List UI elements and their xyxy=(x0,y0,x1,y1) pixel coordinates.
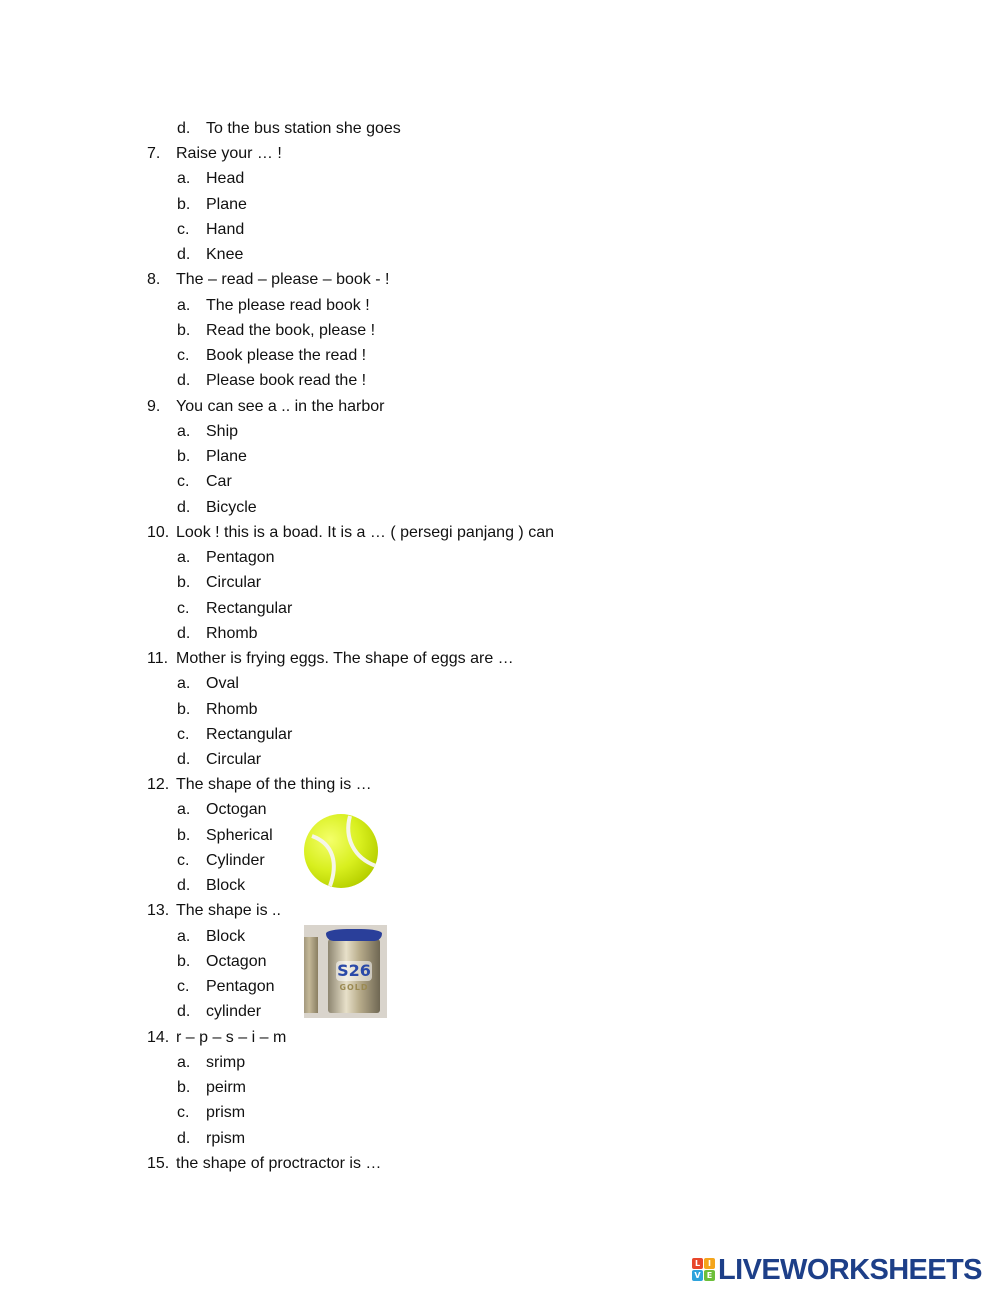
option-letter: a. xyxy=(177,1053,191,1071)
option-text: Ship xyxy=(206,422,239,440)
option-letter: c. xyxy=(177,599,190,617)
question-text: Raise your … ! xyxy=(176,145,282,163)
option-letter: c. xyxy=(177,220,190,238)
option-text: Head xyxy=(206,170,245,188)
option-text: prism xyxy=(206,1104,246,1122)
option-letter: b. xyxy=(177,448,191,466)
can-brand-label: S26 xyxy=(337,961,371,980)
option-text: Car xyxy=(206,473,232,491)
option-text: Rectangular xyxy=(206,599,293,617)
option-letter: b. xyxy=(177,952,191,970)
option-letter: b. xyxy=(177,574,191,592)
option-text: Spherical xyxy=(206,826,273,844)
logo-text: LIVEWORKSHEETS xyxy=(718,1254,982,1286)
option-text: Circular xyxy=(206,574,262,592)
question-text: The shape is .. xyxy=(176,902,281,920)
option-letter: d. xyxy=(177,1003,191,1021)
option-text: Knee xyxy=(206,246,244,264)
question-number: 7. xyxy=(147,145,161,163)
tennis-ball-image xyxy=(304,814,378,888)
option-text: Circular xyxy=(206,751,262,768)
option-letter: b. xyxy=(177,700,191,718)
option-letter: c. xyxy=(177,851,190,869)
option-letter: a. xyxy=(177,675,191,693)
option-text: Bicycle xyxy=(206,498,257,516)
option-letter: b. xyxy=(177,1079,191,1097)
option-letter: d. xyxy=(177,120,191,137)
question-number: 13. xyxy=(147,902,170,920)
option-text: srimp xyxy=(206,1053,246,1071)
option-text: rpism xyxy=(206,1129,246,1147)
question-text: You can see a .. in the harbor xyxy=(176,397,385,415)
question-number: 12. xyxy=(147,776,170,794)
option-text: Pentagon xyxy=(206,978,275,996)
option-letter: c. xyxy=(177,978,190,996)
option-text: Plane xyxy=(206,195,247,213)
question-text: r – p – s – i – m xyxy=(176,1028,287,1046)
option-text: Plane xyxy=(206,448,247,466)
question-number: 10. xyxy=(147,523,170,541)
option-letter: d. xyxy=(177,624,191,642)
option-letter: a. xyxy=(177,296,191,314)
option-text: peirm xyxy=(206,1079,247,1097)
option-letter: b. xyxy=(177,826,191,844)
option-text: Octogan xyxy=(206,801,267,819)
question-number: 9. xyxy=(147,397,161,415)
option-letter: b. xyxy=(177,321,191,339)
option-letter: c. xyxy=(177,725,190,743)
option-letter: d. xyxy=(177,877,191,895)
option-text: Read the book, please ! xyxy=(206,321,376,339)
option-text: Book please the read ! xyxy=(206,347,367,365)
milk-can-image xyxy=(304,925,387,1018)
option-letter: c. xyxy=(177,347,190,365)
question-text: the shape of proctractor is … xyxy=(176,1154,382,1172)
can-sub-label: GOLD xyxy=(339,983,369,992)
option-text: Rhomb xyxy=(206,624,258,642)
option-text: cylinder xyxy=(206,1003,262,1021)
option-text: Octagon xyxy=(206,952,267,970)
question-number: 8. xyxy=(147,271,161,289)
option-letter: a. xyxy=(177,801,191,819)
option-letter: a. xyxy=(177,170,191,188)
logo-mark-icon: L I V E xyxy=(692,1258,716,1282)
tennis-ball-seam xyxy=(304,814,378,888)
question-text: Look ! this is a boad. It is a … ( persegi panjang ) can xyxy=(176,523,554,541)
option-letter: b. xyxy=(177,195,191,213)
option-text: Hand xyxy=(206,220,245,238)
option-text: Block xyxy=(206,927,246,945)
question-number: 15. xyxy=(147,1154,170,1172)
option-letter: a. xyxy=(177,549,191,567)
option-text: The please read book ! xyxy=(206,296,370,314)
question-text: Mother is frying eggs. The shape of eggs are … xyxy=(176,650,514,668)
option-text: Rhomb xyxy=(206,700,258,718)
option-letter: d. xyxy=(177,372,191,390)
question-number: 11. xyxy=(147,650,169,668)
option-text: To the bus station she goes xyxy=(206,120,401,137)
option-text: Pentagon xyxy=(206,549,275,567)
question-text: The – read – please – book - ! xyxy=(176,271,390,289)
option-text: Rectangular xyxy=(206,725,293,743)
option-text: Cylinder xyxy=(206,851,265,869)
option-letter: d. xyxy=(177,751,191,768)
question-text: The shape of the thing is … xyxy=(176,776,372,794)
option-letter: a. xyxy=(177,422,191,440)
option-text: Block xyxy=(206,877,246,895)
option-letter: d. xyxy=(177,1129,191,1147)
option-letter: c. xyxy=(177,1104,190,1122)
option-text: Oval xyxy=(206,675,239,693)
option-letter: c. xyxy=(177,473,190,491)
option-letter: a. xyxy=(177,927,191,945)
question-number: 14. xyxy=(147,1028,170,1046)
option-letter: d. xyxy=(177,246,191,264)
option-letter: d. xyxy=(177,498,191,516)
option-text: Please book read the ! xyxy=(206,372,367,390)
